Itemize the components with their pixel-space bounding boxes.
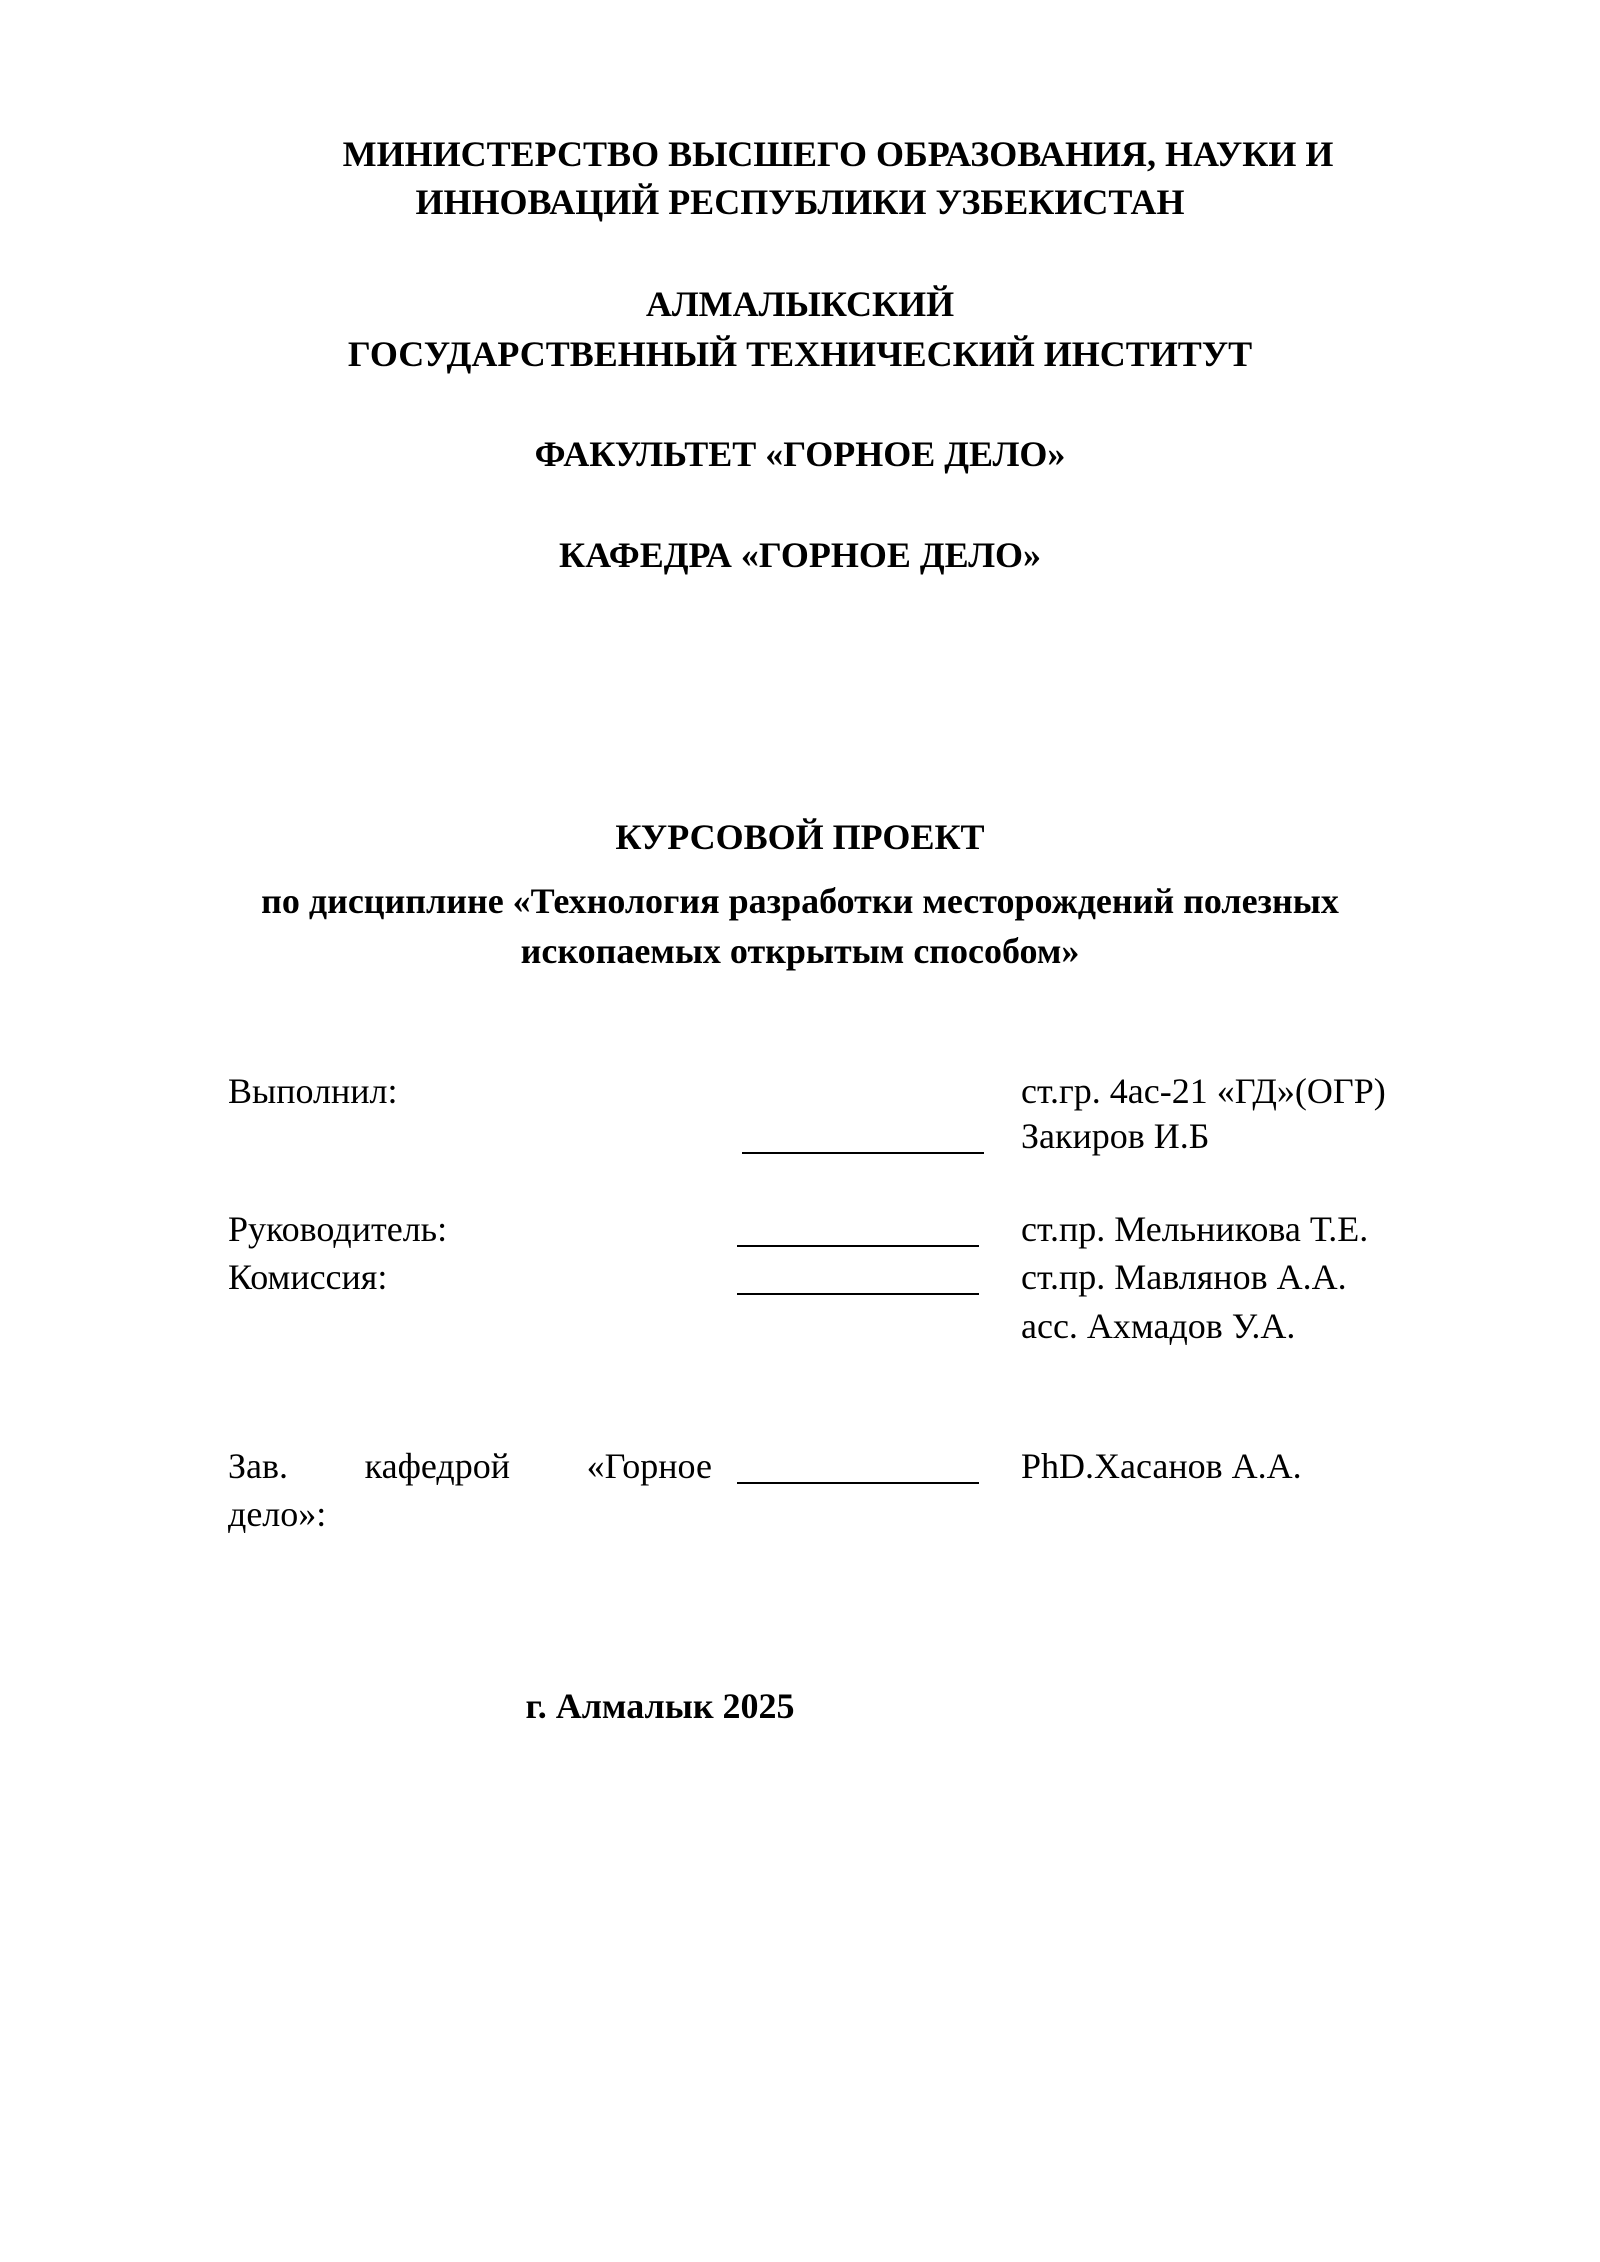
head-name: PhD.Хасанов А.А.: [1021, 1446, 1302, 1486]
head-label-line-2: дело»:: [228, 1494, 327, 1534]
discipline-line-1: по дисциплине «Технология разработки месторождений полезных: [261, 881, 1339, 921]
supervisor-label: Руководитель:: [228, 1209, 448, 1249]
commission-signature-line: [737, 1293, 979, 1295]
performer-group: ст.гр. 4ас-21 «ГД»(ОГР): [1021, 1071, 1386, 1111]
institute-line-1: АЛМАЛЫКСКИЙ: [645, 284, 955, 324]
head-label-row: [228, 1442, 712, 1490]
head-label-word-3: «Горное: [586, 1446, 712, 1486]
head-label-word-1: Зав.: [228, 1446, 289, 1486]
city-year: г. Алмалык 2025: [525, 1686, 795, 1726]
institute-line-2: ГОСУДАРСТВЕННЫЙ ТЕХНИЧЕСКИЙ ИНСТИТУТ: [347, 334, 1253, 374]
discipline-line-2: ископаемых открытым способом»: [520, 931, 1080, 971]
head-signature-line: [737, 1482, 979, 1484]
commission-member-2: асс. Ахмадов У.А.: [1021, 1306, 1296, 1346]
project-title: КУРСОВОЙ ПРОЕКТ: [615, 817, 985, 857]
supervisor-signature-line: [737, 1245, 979, 1247]
performer-label: Выполнил:: [228, 1071, 398, 1111]
ministry-line-1: МИНИСТЕРСТВО ВЫСШЕГО ОБРАЗОВАНИЯ, НАУКИ И: [342, 134, 1334, 174]
head-label-word-2: кафедрой: [364, 1446, 510, 1486]
ministry-line-2: ИННОВАЦИЙ РЕСПУБЛИКИ УЗБЕКИСТАН: [415, 182, 1185, 222]
department-title: КАФЕДРА «ГОРНОЕ ДЕЛО»: [558, 535, 1042, 575]
performer-signature-line: [742, 1152, 984, 1154]
performer-name: Закиров И.Б: [1021, 1116, 1210, 1156]
commission-label: Комиссия:: [228, 1257, 388, 1297]
supervisor-name: ст.пр. Мельникова Т.Е.: [1021, 1209, 1369, 1249]
commission-member-1: ст.пр. Мавлянов А.А.: [1021, 1257, 1347, 1297]
faculty-title: ФАКУЛЬТЕТ «ГОРНОЕ ДЕЛО»: [534, 434, 1066, 474]
